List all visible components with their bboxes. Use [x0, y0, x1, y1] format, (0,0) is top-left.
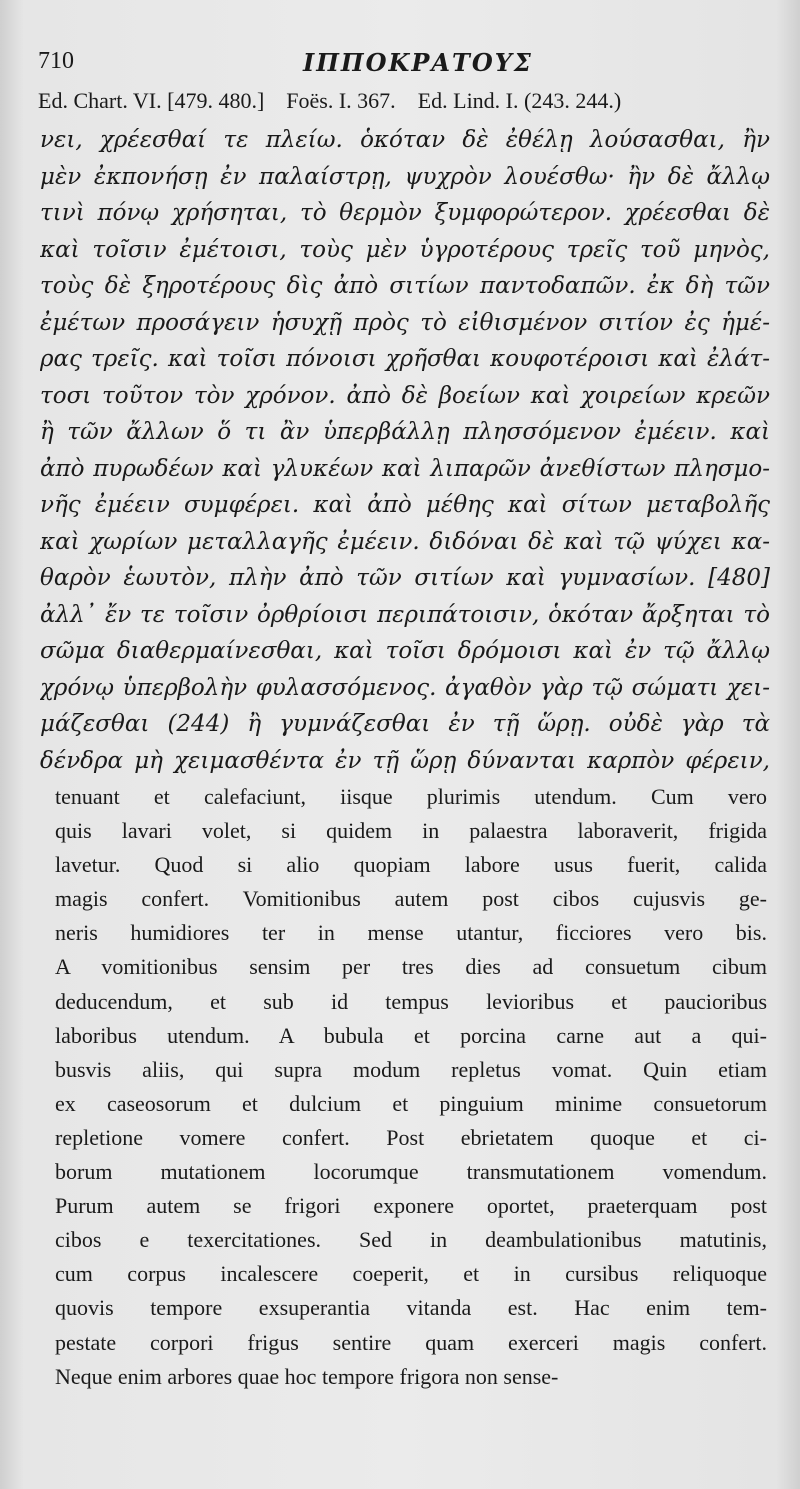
- greek-line: ἀπὸ πυρωδέων καὶ γλυκέων καὶ λιπαρῶν ἀνεθίστων πλησμο-: [40, 455, 770, 482]
- running-title: ΙΠΠΟΚΡΑΤΟΥΣ: [303, 48, 533, 77]
- latin-line: tenuant et calefaciunt, iisque plurimis utendum. Cum vero: [55, 784, 767, 809]
- greek-line: μὲν ἐκπονήσῃ ἐν παλαίστρῃ, ψυχρὸν λουέσθω· ἢν δὲ ἄλλῳ: [40, 163, 770, 190]
- greek-line: ρας τρεῖς. καὶ τοῖσι πόνοισι χρῆσθαι κουφοτέροισι καὶ ἐλάτ-: [40, 346, 770, 372]
- latin-text: [55, 780, 767, 1394]
- greek-line: σῶμα διαθερμαίνεσθαι, καὶ τοῖσι δρόμοισι καὶ ἐν τῷ ἄλλῳ: [40, 638, 770, 664]
- latin-line: repletione vomere confert. Post ebrietatem quoque et ci-: [55, 1124, 767, 1150]
- latin-line: neris humidiores ter in mense utantur, ficciores vero bis.: [55, 920, 767, 946]
- greek-line: μάζεσθαι (244) ἢ γυμνάζεσθαι ἐν τῇ ὥρῃ. οὐδὲ γὰρ τὰ: [40, 711, 770, 737]
- edition-foes: Foës. I. 367.: [286, 88, 396, 113]
- latin-line: busvis aliis, qui supra modum repletus vomat. Quin etiam: [55, 1056, 767, 1082]
- greek-line: καὶ χωρίων μεταλλαγῆς ἐμέειν. διδόναι δὲ καὶ τῷ ψύχει κα-: [40, 528, 770, 555]
- latin-line: Purum autem se frigori exponere oportet, praeterquam post: [55, 1193, 767, 1219]
- greek-line: τοὺς δὲ ξηροτέρους δὶς ἀπὸ σιτίων παντοδαπῶν. ἐκ δὴ τῶν: [40, 273, 770, 299]
- latin-line: quis lavari volet, si quidem in palaestra laboraverit, frigida: [55, 818, 767, 844]
- page-number: 710: [38, 48, 74, 74]
- page-header: [38, 48, 780, 88]
- latin-line: Neque enim arbores quae hoc tempore frigora non sense-: [55, 1363, 559, 1389]
- greek-line: θαρὸν ἑωυτὸν, πλὴν ἀπὸ τῶν σιτίων καὶ γυμνασίων. [480]: [40, 565, 770, 591]
- latin-line: borum mutationem locorumque transmutationem vomendum.: [55, 1159, 767, 1185]
- greek-line: ἐμέτων προσάγειν ἡσυχῇ πρὸς τὸ εἰθισμένον σιτίον ἐς ἡμέ-: [40, 309, 770, 336]
- latin-line: laboribus utendum. A bubula et porcina carne aut a qui-: [55, 1022, 767, 1048]
- edition-chart: Ed. Chart. VI. [479. 480.]: [38, 88, 265, 113]
- greek-line: νῆς ἐμέειν συμφέρει. καὶ ἀπὸ μέθης καὶ σίτων μεταβολῆς: [40, 492, 770, 518]
- latin-line: cibos e texercitationes. Sed in deambulationibus matutinis,: [55, 1227, 767, 1253]
- latin-line: deducendum, et sub id tempus levioribus et paucioribus: [55, 988, 767, 1014]
- greek-line: νει, χρέεσθαί τε πλείω. ὁκόταν δὲ ἐθέλῃ λούσασθαι, ἢν: [40, 127, 770, 153]
- latin-line: cum corpus incalescere coeperit, et in cursibus reliquoque: [55, 1261, 767, 1287]
- greek-line: δένδρα μὴ χειμασθέντα ἐν τῇ ὥρῃ δύνανται καρπὸν φέρειν,: [40, 747, 770, 774]
- greek-line: χρόνῳ ὑπερβολὴν φυλασσόμενος. ἀγαθὸν γὰρ τῷ σώματι χει-: [40, 674, 770, 701]
- latin-line: quovis tempore exsuperantia vitanda est. Hac enim tem-: [55, 1295, 767, 1321]
- greek-line: ἀλλ᾽ ἔν τε τοῖσιν ὀρθρίοισι περιπάτοισιν, ὁκόταν ἄρξηται τὸ: [40, 601, 770, 628]
- edition-references: [38, 88, 780, 114]
- latin-line: A vomitionibus sensim per tres dies ad consuetum cibum: [55, 954, 767, 980]
- latin-line: lavetur. Quod si alio quopiam labore usus fuerit, calida: [55, 852, 767, 878]
- greek-line: τοσι τοῦτον τὸν χρόνον. ἀπὸ δὲ βοείων καὶ χοιρείων κρεῶν: [40, 382, 770, 409]
- greek-text: [40, 122, 770, 779]
- greek-line: καὶ τοῖσιν ἐμέτοισι, τοὺς μὲν ὑγροτέρους τρεῖς τοῦ μηνὸς,: [40, 236, 770, 263]
- edition-lind: Ed. Lind. I. (243. 244.): [417, 88, 622, 113]
- latin-line: ex caseosorum et dulcium et pinguium minime consuetorum: [55, 1090, 767, 1116]
- latin-line: pestate corpori frigus sentire quam exerceri magis confert.: [55, 1329, 767, 1355]
- greek-line: ἢ τῶν ἄλλων ὅ τι ἂν ὑπερβάλλῃ πλησσόμενον ἐμέειν. καὶ: [40, 419, 770, 445]
- greek-line: τινὶ πόνῳ χρήσηται, τὸ θερμὸν ξυμφορώτερον. χρέεσθαι δὲ: [40, 200, 770, 226]
- latin-line: magis confert. Vomitionibus autem post cibos cujusvis ge-: [55, 886, 767, 912]
